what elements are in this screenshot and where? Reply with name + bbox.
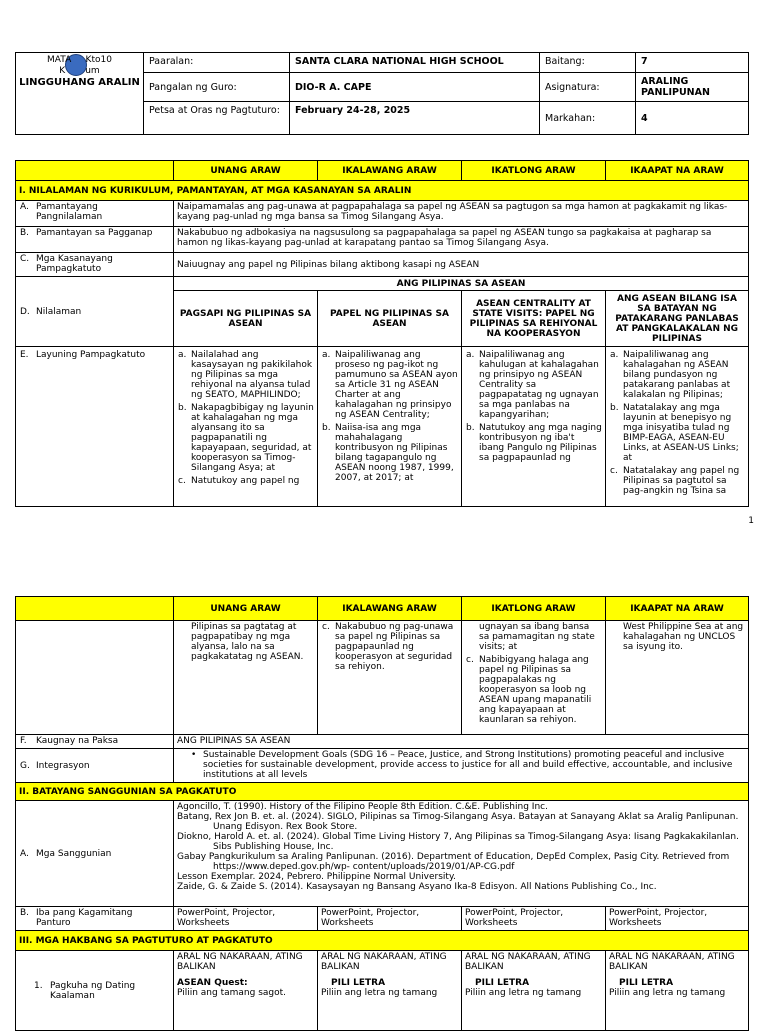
page-2 [0, 580, 768, 1024]
row-c-label: Mga Kasanayang Pampagkatuto [36, 254, 113, 274]
row-kaugnay-na-paksa: F. Kaugnay na Paksa ANG PILIPINAS SA ASEAN [16, 735, 749, 749]
logo-text-sub-right: um [85, 66, 100, 76]
list-item: b. Nakapagbibigay ng layunin at kahalagahan ng mga alyansang ito sa pagpapanatili ng kapayapaan, seguridad, at kooperasyon sa Timog-Silangang Asya; at [178, 403, 314, 473]
page-number: 1 [748, 516, 754, 526]
petsa-value: February 24-28, 2025 [290, 102, 540, 135]
nilalaman-span-title: ANG PILIPINAS SA ASEAN [174, 277, 749, 291]
section-1-header [16, 181, 749, 201]
list-item: a. Naipaliliwanag ang kahalagahan ng ASEAN bilang pundasyon ng patakarang panlabas at kalakalan ng Pilipinas; [610, 350, 731, 400]
row-d-label: Nilalaman [36, 306, 82, 317]
guro-value: DIO-R A. CAPE [290, 73, 540, 102]
row-kasanayang-pampagkatuto [16, 253, 749, 277]
references-cell [174, 801, 749, 907]
row-e-num: E. [20, 350, 29, 360]
paaralan-label: Paaralan: [144, 53, 290, 73]
kagamitan-day-3: PowerPoint, Projector, Worksheets [462, 907, 606, 931]
row-b-text: Nakabubuo ng adbokasiya na nagsusulong sa pagpapahalaga sa papel ng ASEAN tungo sa pagkakaisa at pagharap sa hamon ng likas-kayang pag-unlad at karapatang pantao sa Timog Silangang Asya. [174, 227, 749, 253]
list-item: c. Natutukoy ang papel ng [178, 476, 300, 486]
section-2-title: II. BATAYANG SANGGUNIAN SA PAGKATUTO [16, 783, 749, 801]
row-f-label: Kaugnay na Paksa [36, 736, 119, 746]
section-3-header [16, 931, 749, 951]
day-2-header: IKALAWANG ARAW [318, 161, 462, 181]
topic-day-2: PAPEL NG PILIPINAS SA ASEAN [318, 291, 462, 347]
baitang-label: Baitang: [540, 53, 636, 73]
list-item: c. Nakabubuo ng pag-unawa sa papel ng Pilipinas sa pagpapaunlad ng kooperasyon at seguridad sa rehiyon. [322, 622, 454, 672]
layunin-day-1-cont: Pilipinas sa pagtatag at pagpapatibay ng mga alyansa, lalo na sa pagkakatatag ng ASEAN. [174, 621, 318, 735]
topic-day-3: ASEAN CENTRALITY AT STATE VISITS: PAPEL NG PILIPINAS SA REHIYONAL NA KOOPERASYON [462, 291, 606, 347]
pagkuha-day-1: ARAL NG NAKARAAN, ATING BALIKAN ASEAN Quest: Piliin ang tamang sagot. [174, 951, 318, 1031]
row-g-text: • Sustainable Development Goals (SDG 16 – Peace, Justice, and Strong Institutions) promoting peaceful and inclusive societies for sustainable development, provide access to justice for all and build effective, accountable, and inclusive institutions at all levels [177, 750, 745, 780]
row-a-num: A. [20, 202, 29, 212]
row-g-label: Integrasyon [36, 760, 90, 771]
day-2-header: IKALAWANG ARAW [318, 597, 462, 621]
reference-item: Zaide, G. & Zaide S. (2014). Kasaysayan ng Bansang Asyano Ika-8 Edisyon. All Nations Publishing Co., Inc. [177, 882, 657, 892]
logo-text-left: MATA [47, 55, 72, 65]
day-3-header: IKATLONG ARAW [462, 597, 606, 621]
list-item: b. Naiisa-isa ang mga mahahalagang kontribusyon ng Pilipinas bilang tagapangulo ng ASEAN noong 1987, 1999, 2007, at 2017; at [322, 423, 454, 483]
section-3-title: III. MGA HAKBANG SA PAGTUTURO AT PAGKATUTO [16, 931, 749, 951]
row-b-label: Pamantayan sa Pagganap [36, 228, 153, 238]
list-item: a. Nailalahad ang kasaysayan ng pakikilahok ng Pilipinas sa mga rehiyonal na alyansa tulad ng SEATO, MAPHILINDO; [178, 350, 313, 400]
guro-label: Pangalan ng Guro: [144, 73, 290, 102]
reference-item: Gabay Pangkurikulum sa Araling Panlipunan. (2016). Department of Education, DepEd Complex, Pasig City. Retrieved from https://www.deped.gov.ph/wp- content/uploads/2019/01/AP-CG.pdf [177, 852, 730, 872]
layunin-day-2-list [321, 350, 458, 483]
layunin-day-1-list [177, 350, 314, 486]
row-pamantayan-sa-pagganap [16, 227, 749, 253]
day-1-header: UNANG ARAW [174, 597, 318, 621]
markahan-value: 4 [636, 102, 749, 135]
layunin-day-3-list [465, 350, 602, 463]
day-header-row-2 [16, 597, 749, 621]
pagkuha-day-3: ARAL NG NAKARAAN, ATING BALIKAN PILI LETRA Piliin ang letra ng tamang [462, 951, 606, 1031]
doc-type-title: LINGGUHANG ARALIN [19, 77, 140, 88]
asignatura-value: ARALING PANLIPUNAN [636, 73, 749, 102]
petsa-label: Petsa at Oras ng Pagtuturo: [144, 102, 290, 135]
layunin-day-4-list [609, 350, 745, 496]
topic-day-4: ANG ASEAN BILANG ISA SA BATAYAN NG PATAKARANG PANLABAS AT PANGKALAKALAN NG PILIPINAS [606, 291, 749, 347]
main-table-page-1 [15, 160, 749, 507]
header-table [15, 52, 749, 135]
page-gap [0, 540, 768, 580]
row-nilalaman-span [16, 277, 749, 291]
markahan-label: Markahan: [540, 102, 636, 135]
list-item: a. Naipaliliwanag ang proseso ng pag-ikot ng pamumuno sa ASEAN ayon sa Article 31 ng ASEAN Charter at ang kahalagahan ng prinsipyo ng ASEAN Centrality; [322, 350, 458, 420]
list-item: a. Naipaliliwanag ang kahulugan at kahalagahan ng prinsipyo ng ASEAN Centrality sa pagpapatatag ng ugnayan sa mga panlabas na kapangyarihan; [466, 350, 599, 420]
kagamitan-day-2: PowerPoint, Projector, Worksheets [318, 907, 462, 931]
paaralan-value: SANTA CLARA NATIONAL HIGH SCHOOL [290, 53, 540, 73]
list-item: b. Natutukoy ang mga naging kontribusyon ng iba't ibang Pangulo ng Pilipinas sa pagpapaunlad ng [466, 423, 602, 463]
reference-item: Diokno, Harold A. et. al. (2024). Global Time Living History 7, Ang Pilipinas sa Timog-Silangang Asya: Iisang Pagkakakilanlan. Sibs Publishing House, Inc. [177, 832, 739, 852]
day-4-header: IKAAPAT NA ARAW [606, 597, 749, 621]
row-pamantayang-pangnilalaman [16, 201, 749, 227]
kagamitan-day-4: PowerPoint, Projector, Worksheets [606, 907, 749, 931]
row-a-label: Pamantayang Pangnilalaman [36, 202, 103, 222]
list-item: c. Natatalakay ang papel ng Pilipinas sa pagtutol sa pag-angkin ng Tsina sa [610, 466, 740, 496]
baitang-value: 7 [636, 53, 749, 73]
row-pagkuha-ng-dating-kaalaman: 1. Pagkuha ng Dating Kaalaman ARAL NG NAKARAAN, ATING BALIKAN ASEAN Quest: Piliin ang tamang sagot. ARAL NG NAKARAAN, ATING BALIKAN PILI LETRA Piliin ang letra ng tamang ARAL NG NAKARAAN, ATING BALIKAN PILI LETRA Piliin ang letra ng tamang ARAL NG NAKARAAN, ATING BALIKAN PILI LETRA Piliin ang letra ng tamang [16, 951, 749, 1031]
layunin-day-2-cont [321, 622, 458, 672]
layunin-day-3-cont [465, 655, 602, 725]
list-item: b. Natatalakay ang mga layunin at benepisyo ng mga inisyatiba tulad ng BIMP-EAGA, ASEAN-EU Links, at ASEAN-US Links; at [610, 403, 739, 463]
row-b-num: B. [20, 228, 30, 238]
reference-item: Lesson Exemplar. 2024, Pebrero. Philippine Normal University. [177, 872, 456, 882]
layunin-day-4-cont: West Philippine Sea at ang kahalagahan ng UNCLOS sa isyung ito. [606, 621, 749, 735]
day-header-row [16, 161, 749, 181]
day-4-header: IKAAPAT NA ARAW [606, 161, 749, 181]
section-1-title: I. NILALAMAN NG KURIKULUM, PAMANTAYAN, AT MGA KASANAYAN SA ARALIN [16, 181, 749, 201]
row-integrasyon: G. Integrasyon • Sustainable Development Goals (SDG 16 – Peace, Justice, and Strong Institutions) promoting peaceful and inclusive societies for sustainable development, provide access to justice for all and build effective, accountable, and inclusive institutions at all levels [16, 749, 749, 783]
row-kagamitang-panturo: B. Iba pang Kagamitang Panturo PowerPoint, Projector, Worksheets PowerPoint, Projector, Worksheets PowerPoint, Projector, Worksheets PowerPoint, Projector, Worksheets [16, 907, 749, 931]
asignatura-label: Asignatura: [540, 73, 636, 102]
logo-text-sub-left: K [59, 66, 66, 76]
logo-text-right: Kto10 [85, 55, 112, 65]
row-c-text: Naiuugnay ang papel ng Pilipinas bilang aktibong kasapi ng ASEAN [174, 253, 749, 277]
layunin-day-3-lead: ugnayan sa ibang bansa sa pamamagitan ng state visits; at [479, 622, 595, 652]
row-a-text: Naipamamalas ang pag-unawa at pagpapahalaga sa papel ng ASEAN sa pagtugon sa mga hamon at pagkakamit ng likas-kayang pag-unlad ng mga bansa sa Timog Silangang Asya. [174, 201, 749, 227]
header-logo-cell [16, 53, 144, 135]
reference-item: Batang, Rex Jon B. et. al. (2024). SIGLO, Pilipinas sa Timog-Silangang Asya. Batayan at Sanayang Aklat sa Aralig Panlipunan. Unang Edisyon. Rex Book Store. [177, 812, 739, 832]
pagkuha-day-4: ARAL NG NAKARAAN, ATING BALIKAN PILI LETRA Piliin ang letra ng tamang [606, 951, 749, 1031]
section-2-header [16, 783, 749, 801]
row-pagkuha-label: Pagkuha ng Dating Kaalaman [50, 980, 136, 1001]
day-3-header: IKATLONG ARAW [462, 161, 606, 181]
row-layunin-continued [16, 621, 749, 735]
row-d-num: D. [20, 306, 30, 317]
reference-item: Agoncillo, T. (1990). History of the Filipino People 8th Edition. C.&E. Publishing Inc. [177, 802, 548, 812]
row-mga-sanggunian: A. Mga Sanggunian Agoncillo, T. (1990). History of the Filipino People 8th Edition. C.&E. Publishing Inc. Batang, Rex Jon B. et. al. (2024). SIGLO, Pilipinas sa Timog-Silangang Asya. Batayan at Sanayang Aklat sa Aralig Panlipunan. Unang Edisyon. Rex Book Store. Diokno, Harold A. et. al. (2024). Global Time Living History 7, Ang Pilipinas sa Timog-Silangang Asya: Iisang Pagkakakilanlan. Sibs Publishing House, Inc. Gabay Pangkurikulum sa Araling Panlipunan. (2016). Department of Education, DepEd Complex, Pasig City. Retrieved from https://www.deped.gov.ph/wp- content/uploads/2019/01/AP-CG.pdf Lesson Exemplar. 2024, Pebrero. Philippine Normal University. Zaide, G. & Zaide S. (2014). Kasaysayan ng Bansang Asyano Ika-8 Edisyon. All Nations Publishing Co., Inc. [16, 801, 749, 907]
row-e-label: Layuning Pampagkatuto [36, 350, 146, 360]
row-layuning-pampagkatuto [16, 347, 749, 507]
row-f-text: ANG PILIPINAS SA ASEAN [174, 735, 749, 749]
kagamitan-day-1: PowerPoint, Projector, Worksheets [174, 907, 318, 931]
topic-day-1: PAGSAPI NG PILIPINAS SA ASEAN [174, 291, 318, 347]
day-1-header: UNANG ARAW [174, 161, 318, 181]
list-item: c. Nabibigyang halaga ang papel ng Pilipinas sa pagpapalakas ng kooperasyon sa loob ng ASEAN upang mapanatili ang kapayapaan at kaunlaran sa rehiyon. [466, 655, 592, 725]
row-c-num: C. [20, 254, 30, 264]
pagkuha-day-2: ARAL NG NAKARAAN, ATING BALIKAN PILI LETRA Piliin ang letra ng tamang [318, 951, 462, 1031]
row-sanggunian-label: Mga Sanggunian [36, 848, 112, 859]
main-table-page-2 [15, 596, 749, 1031]
row-kagamitan-label: Iba pang Kagamitang Panturo [36, 908, 133, 928]
